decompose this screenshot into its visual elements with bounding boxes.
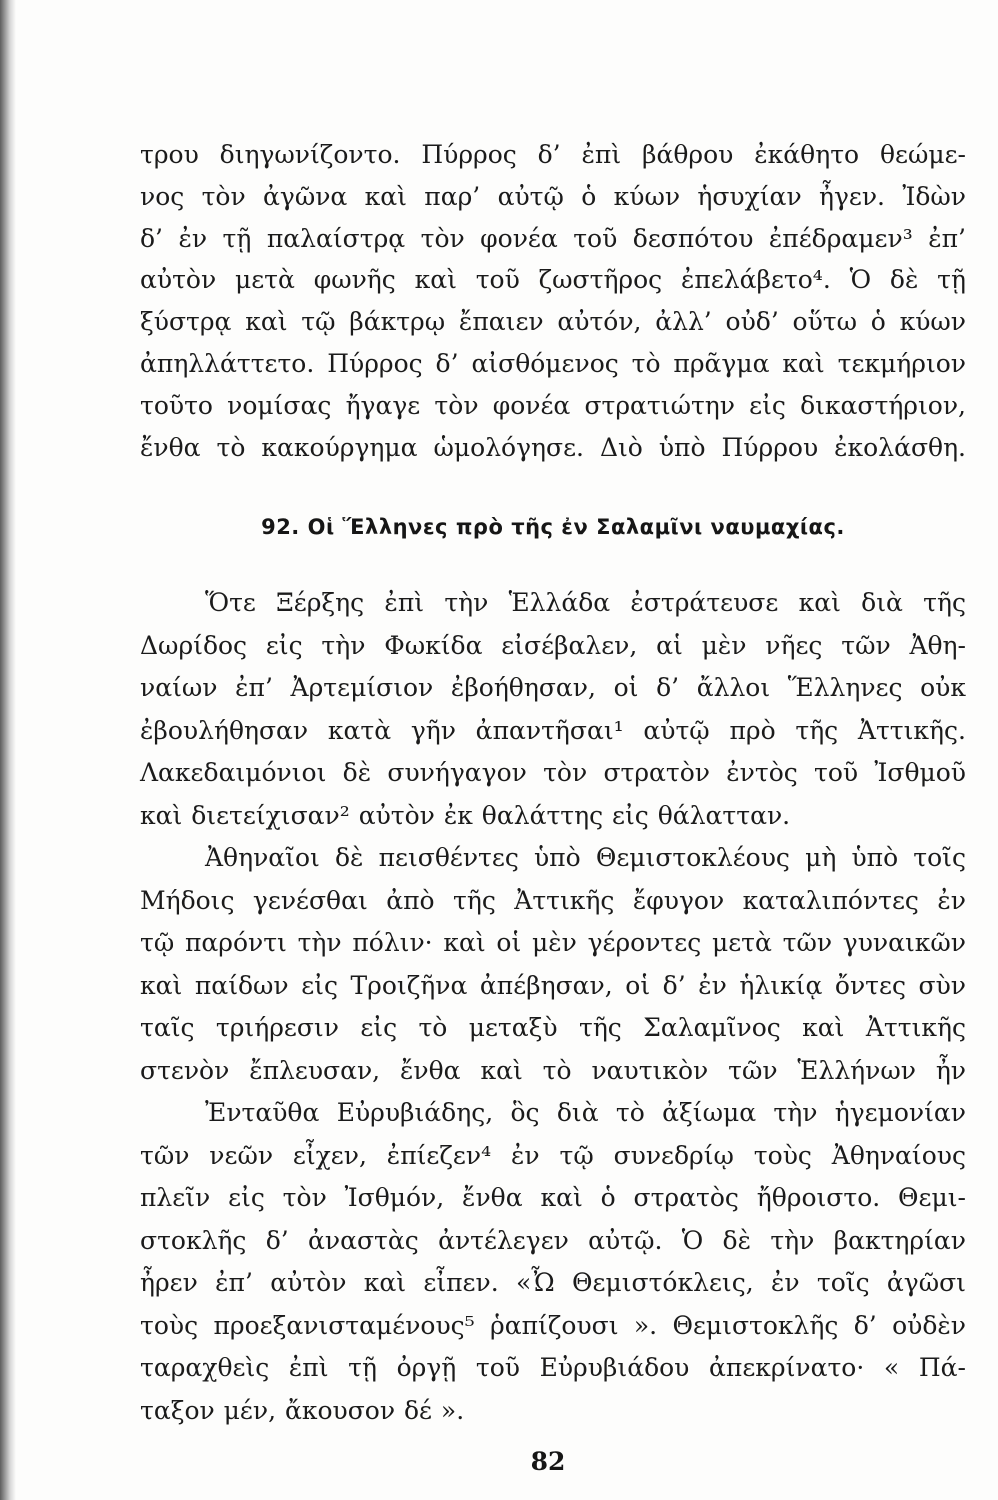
text-line: ἦρεν ἐπ’ αὐτὸν καὶ εἶπεν. «Ὦ Θεμιστόκλεις, ἐν τοῖς ἀγῶσι — [140, 1268, 966, 1297]
text-line: στοκλῆς δ’ ἀναστὰς ἀντέλεγεν αὐτῷ. Ὁ δὲ τὴν βακτηρίαν — [140, 1225, 966, 1255]
continued-paragraph — [140, 134, 966, 468]
text-line: Ὅτε Ξέρξης ἐπὶ τὴν Ἑλλάδα ἐστράτευσε καὶ διὰ τῆς — [205, 588, 966, 617]
page-number: 82 — [530, 1447, 566, 1476]
text-line: ταῖς τριήρεσιν εἰς τὸ μεταξὺ τῆς Σαλαμῖνος καὶ Ἀττικῆς — [140, 1013, 966, 1042]
text-line: ἔνθα τὸ κακούργημα ὡμολόγησε. Διὸ ὑπὸ Πύρρου ἐκολάσθη. — [140, 432, 966, 462]
text-line: αὐτὸν μετὰ φωνῆς καὶ τοῦ ζωστῆρος ἐπελάβετο⁴. Ὁ δὲ τῇ — [140, 265, 966, 295]
text-line: Ἐνταῦθα Εὐρυβιάδης, ὃς διὰ τὸ ἀξίωμα τὴν ἡγεμονίαν — [205, 1098, 966, 1127]
text-line: ἐβουλήθησαν κατὰ γῆν ἀπαντῆσαι¹ αὐτῷ πρὸ τῆς Ἀττικῆς. — [140, 715, 966, 745]
text-line: καὶ παίδων εἰς Τροιζῆνα ἀπέβησαν, οἱ δ’ ἐν ἡλικίᾳ ὄντες σὺν — [140, 970, 966, 1000]
text-line: στενὸν ἔπλευσαν, ἔνθα καὶ τὸ ναυτικὸν τῶν Ἑλλήνων ἦν — [140, 1055, 966, 1085]
section-heading: 92. Οἱ Ἕλληνες πρὸ τῆς ἐν Σαλαμῖνι ναυμαχίας. — [261, 515, 845, 539]
text-line: καὶ διετείχισαν² αὐτὸν ἐκ θαλάττης εἰς θάλατταν. — [140, 800, 791, 830]
text-line: τῷ παρόντι τὴν πόλιν· καὶ οἱ μὲν γέροντες μετὰ τῶν γυναικῶν — [140, 928, 966, 957]
text-line: Μήδοις γενέσθαι ἀπὸ τῆς Ἀττικῆς ἔφυγον καταλιπόντες ἐν — [140, 885, 966, 915]
scan-edge-shadow — [0, 0, 16, 1500]
text-line: Λακεδαιμόνιοι δὲ συνήγαγον τὸν στρατὸν ἐντὸς τοῦ Ἰσθμοῦ — [140, 758, 966, 787]
text-line: τοὺς προεξανισταμένους⁵ ῥαπίζουσι ». Θεμιστοκλῆς δ’ οὐδὲν — [140, 1310, 966, 1340]
section-body — [140, 582, 966, 1432]
text-line: τοῦτο νομίσας ἤγαγε τὸν φονέα στρατιώτην εἰς δικαστήριον, — [140, 390, 966, 420]
text-line: τρου διηγωνίζοντο. Πύρρος δ’ ἐπὶ βάθρου ἐκάθητο θεώμε- — [140, 140, 966, 169]
text-line: πλεῖν εἰς τὸν Ἰσθμόν, ἔνθα καὶ ὁ στρατὸς ἤθροιστο. Θεμι- — [140, 1183, 966, 1212]
text-line: νος τὸν ἀγῶνα καὶ παρ’ αὐτῷ ὁ κύων ἡσυχίαν ἦγεν. Ἰδὼν — [140, 181, 966, 211]
text-line: δ’ ἐν τῇ παλαίστρᾳ τὸν φονέα τοῦ δεσπότου ἐπέδραμεν³ ἐπ’ — [140, 223, 966, 253]
text-line: τῶν νεῶν εἶχεν, ἐπίεζεν⁴ ἐν τῷ συνεδρίῳ τοὺς Ἀθηναίους — [140, 1140, 966, 1170]
text-line: ταραχθεὶς ἐπὶ τῇ ὀργῇ τοῦ Εὐρυβιάδου ἀπεκρίνατο· « Πά- — [140, 1353, 966, 1382]
text-line: ἀπηλλάττετο. Πύρρος δ’ αἰσθόμενος τὸ πρᾶγμα καὶ τεκμήριον — [140, 348, 966, 378]
text-line: ναίων ἐπ’ Ἀρτεμίσιον ἐβοήθησαν, οἱ δ’ ἄλλοι Ἕλληνες οὐκ — [140, 673, 966, 702]
text-line: Δωρίδος εἰς τὴν Φωκίδα εἰσέβαλεν, αἱ μὲν νῆες τῶν Ἀθη- — [140, 630, 966, 660]
text-line: ξύστρᾳ καὶ τῷ βάκτρῳ ἔπαιεν αὐτόν, ἀλλ’ οὐδ’ οὕτω ὁ κύων — [140, 307, 966, 337]
text-line: Ἀθηναῖοι δὲ πεισθέντες ὑπὸ Θεμιστοκλέους μὴ ὑπὸ τοῖς — [205, 843, 966, 872]
text-line: ταξον μέν, ἄκουσον δέ ». — [140, 1395, 465, 1425]
